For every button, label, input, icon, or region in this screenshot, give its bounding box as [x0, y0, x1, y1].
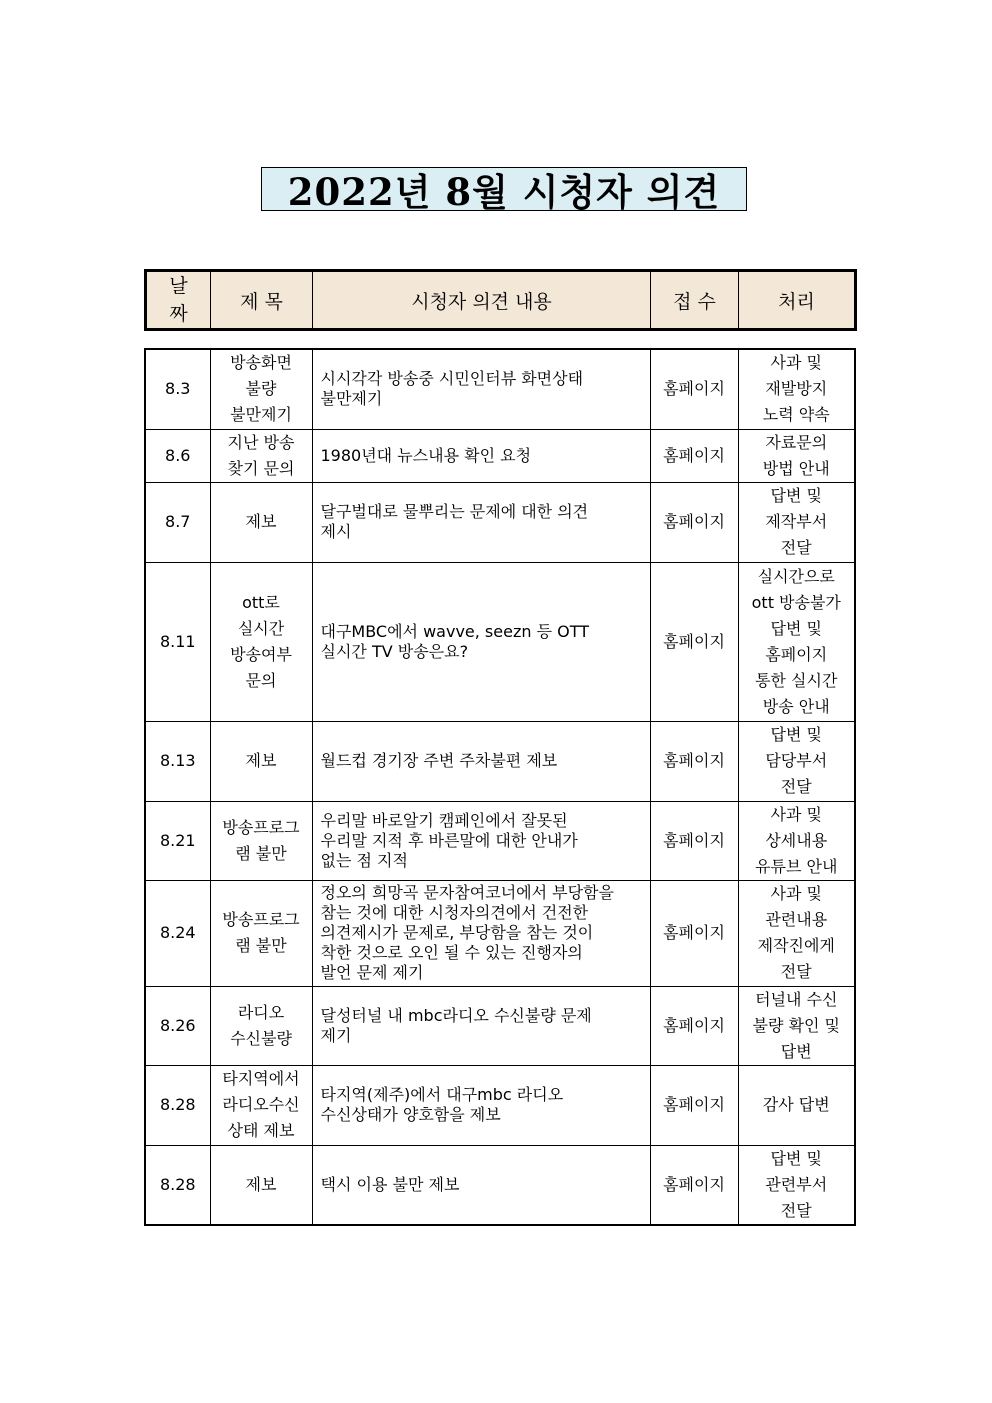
cell-received: 홈페이지	[650, 986, 738, 1065]
cell-content: 달구벌대로 물뿌리는 문제에 대한 의견 제시	[312, 482, 650, 562]
table-row	[145, 721, 855, 801]
cell-date: 8.26	[145, 986, 210, 1065]
cell-content: 택시 이용 불만 제보	[312, 1145, 650, 1225]
table-header	[144, 269, 857, 331]
cell-received: 홈페이지	[650, 482, 738, 562]
table-row	[145, 429, 855, 482]
table-row	[145, 482, 855, 562]
cell-subject: 제보	[210, 721, 312, 801]
cell-received: 홈페이지	[650, 880, 738, 986]
table-row	[145, 562, 855, 721]
cell-content: 시시각각 방송중 시민인터뷰 화면상태 불만제기	[312, 349, 650, 429]
cell-content: 우리말 바로알기 캠페인에서 잘못된 우리말 지적 후 바른말에 대한 안내가 없는 점 지적	[312, 801, 650, 880]
cell-action: 감사 답변	[738, 1065, 855, 1145]
opinion-table	[144, 348, 856, 1226]
cell-content: 월드컵 경기장 주변 주차불편 제보	[312, 721, 650, 801]
cell-action: 터널내 수신 불량 확인 및 답변	[738, 986, 855, 1065]
cell-action: 사과 및 관련내용 제작진에게 전달	[738, 880, 855, 986]
table-row	[145, 1065, 855, 1145]
cell-received: 홈페이지	[650, 801, 738, 880]
table-row	[145, 986, 855, 1065]
cell-date: 8.13	[145, 721, 210, 801]
page-title: 2022년 8월 시청자 의견	[261, 167, 747, 211]
cell-content: 1980년대 뉴스내용 확인 요청	[312, 429, 650, 482]
cell-content: 정오의 희망곡 문자참여코너에서 부당함을 참는 것에 대한 시청자의견에서 건전한 의견제시가 문제로, 부당함을 참는 것이 착한 것으로 오인 될 수 있는 진행자의 발언 문제 제기	[312, 880, 650, 986]
header-content: 시청자 의견 내용	[313, 271, 651, 330]
cell-received: 홈페이지	[650, 721, 738, 801]
cell-content: 대구MBC에서 wavve, seezn 등 OTT 실시간 TV 방송은요?	[312, 562, 650, 721]
header-subject: 제 목	[211, 271, 313, 330]
cell-date: 8.28	[145, 1145, 210, 1225]
cell-subject: 라디오 수신불량	[210, 986, 312, 1065]
cell-received: 홈페이지	[650, 349, 738, 429]
cell-subject: 제보	[210, 482, 312, 562]
cell-action: 실시간으로 ott 방송불가 답변 및 홈페이지 통한 실시간 방송 안내	[738, 562, 855, 721]
cell-action: 사과 및 재발방지 노력 약속	[738, 349, 855, 429]
cell-subject: 제보	[210, 1145, 312, 1225]
table-row	[145, 349, 855, 429]
cell-action: 자료문의 방법 안내	[738, 429, 855, 482]
cell-content: 타지역(제주)에서 대구mbc 라디오 수신상태가 양호함을 제보	[312, 1065, 650, 1145]
cell-content: 달성터널 내 mbc라디오 수신불량 문제 제기	[312, 986, 650, 1065]
cell-date: 8.28	[145, 1065, 210, 1145]
cell-subject: 타지역에서 라디오수신 상태 제보	[210, 1065, 312, 1145]
header-received: 접 수	[651, 271, 739, 330]
cell-subject: 방송화면 불량 불만제기	[210, 349, 312, 429]
cell-action: 사과 및 상세내용 유튜브 안내	[738, 801, 855, 880]
table-row	[145, 801, 855, 880]
cell-action: 답변 및 제작부서 전달	[738, 482, 855, 562]
cell-subject: 방송프로그 램 불만	[210, 801, 312, 880]
cell-received: 홈페이지	[650, 562, 738, 721]
cell-date: 8.6	[145, 429, 210, 482]
table-row	[145, 1145, 855, 1225]
cell-subject: 방송프로그 램 불만	[210, 880, 312, 986]
header-date: 날 짜	[146, 271, 211, 330]
cell-subject: 지난 방송 찾기 문의	[210, 429, 312, 482]
cell-date: 8.21	[145, 801, 210, 880]
header-action: 처리	[739, 271, 856, 330]
cell-action: 답변 및 담당부서 전달	[738, 721, 855, 801]
cell-subject: ott로 실시간 방송여부 문의	[210, 562, 312, 721]
cell-date: 8.3	[145, 349, 210, 429]
table-row	[145, 880, 855, 986]
cell-date: 8.7	[145, 482, 210, 562]
cell-received: 홈페이지	[650, 1065, 738, 1145]
cell-date: 8.11	[145, 562, 210, 721]
cell-date: 8.24	[145, 880, 210, 986]
cell-received: 홈페이지	[650, 429, 738, 482]
cell-received: 홈페이지	[650, 1145, 738, 1225]
cell-action: 답변 및 관련부서 전달	[738, 1145, 855, 1225]
